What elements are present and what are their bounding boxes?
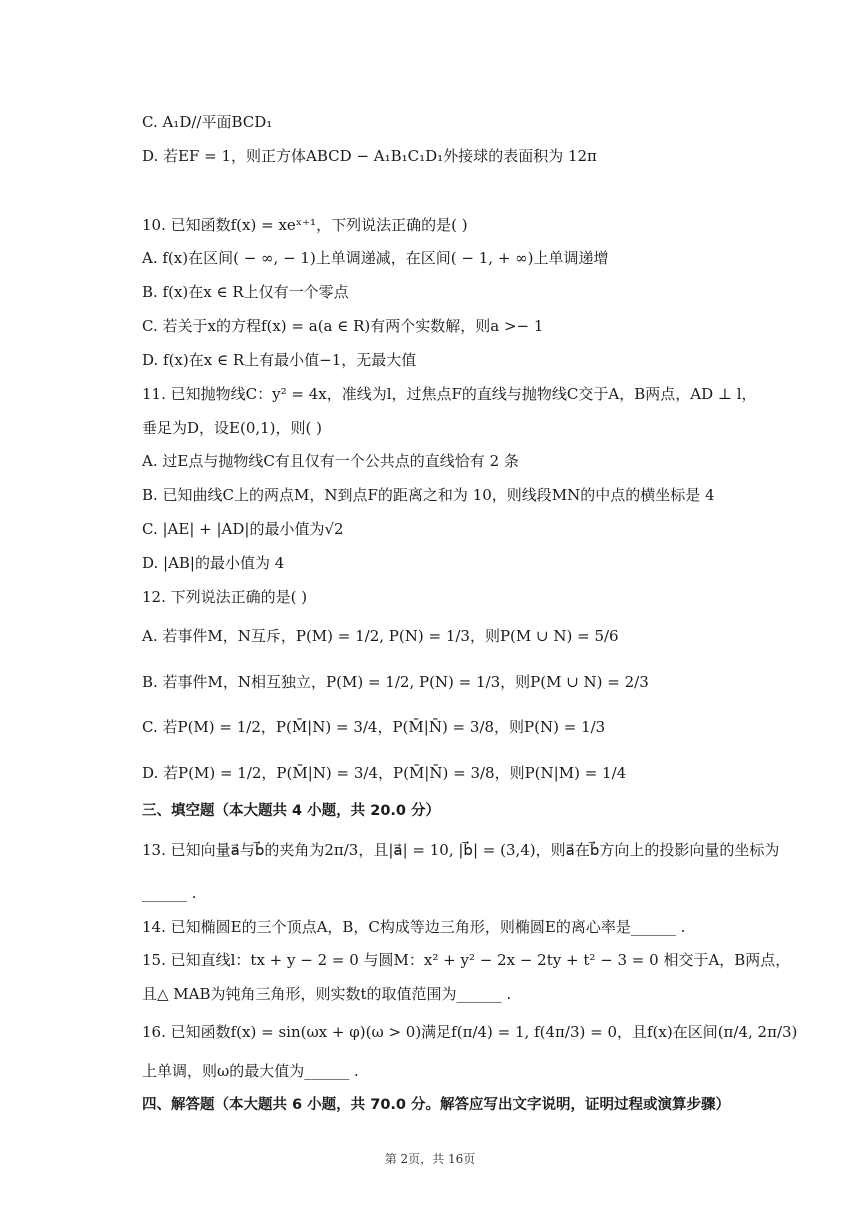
text-line: A. 过E点与抛物线C有且仅有一个公共点的直线恰有 2 条 <box>142 452 519 470</box>
text-line: D. |AB|的最小值为 4 <box>142 554 285 572</box>
section-heading: 三、填空题（本大题共 4 小题，共 20.0 分） <box>142 803 441 819</box>
section-heading: 四、解答题（本大题共 6 小题，共 70.0 分。解答应写出文字说明，证明过程或演算步骤） <box>142 1097 731 1113</box>
text-line: 13. 已知向量a⃗与b⃗的夹角为2π/3，且|a⃗| = 10, |b⃗| = (3,4)，则a⃗在b⃗方向上的投影向量的坐标为 <box>142 841 780 859</box>
text-line: 11. 已知抛物线C：y² = 4x，准线为l，过焦点F的直线与抛物线C交于A，B两点，AD ⊥ l， <box>142 385 757 403</box>
text-line: B. 已知曲线C上的两点M，N到点F的距离之和为 10，则线段MN的中点的横坐标是 4 <box>142 486 715 504</box>
text-line: C. 若P(M) = 1/2，P(M̄|N) = 3/4，P(M̄|N̄) = 3/8，则P(N) = 1/3 <box>142 718 606 736</box>
text-line: C. 若关于x的方程f(x) = a(a ∈ R)有两个实数解，则a >− 1 <box>142 317 544 335</box>
text-line: ______ . <box>142 884 197 902</box>
text-line: D. 若P(M) = 1/2，P(M̄|N) = 3/4，P(M̄|N̄) = 3/8，则P(N|M) = 1/4 <box>142 764 627 782</box>
text-line: B. f(x)在x ∈ R上仅有一个零点 <box>142 283 349 301</box>
text-line: D. 若EF = 1，则正方体ABCD − A₁B₁C₁D₁外接球的表面积为 12π <box>142 147 597 165</box>
text-line: C. |AE| + |AD|的最小值为√2 <box>142 520 344 538</box>
text-line: 15. 已知直线l：tx + y − 2 = 0 与圆M：x² + y² − 2x − 2ty + t² − 3 = 0 相交于A，B两点， <box>142 951 791 969</box>
text-line: 10. 已知函数f(x) = xeˣ⁺¹，下列说法正确的是( ) <box>142 216 468 234</box>
text-line: 12. 下列说法正确的是( ) <box>142 588 308 606</box>
text-line: 且△ MAB为钝角三角形，则实数t的取值范围为______ . <box>142 985 512 1003</box>
text-line: C. A₁D//平面BCD₁ <box>142 113 273 131</box>
text-line: 14. 已知椭圆E的三个顶点A，B，C构成等边三角形，则椭圆E的离心率是______ . <box>142 918 686 936</box>
page-footer: 第 2页，共 16页 <box>384 1152 476 1166</box>
text-line: D. f(x)在x ∈ R上有最小值−1，无最大值 <box>142 351 417 369</box>
text-line: 上单调，则ω的最大值为______ . <box>142 1062 359 1080</box>
text-line: 16. 已知函数f(x) = sin(ωx + φ)(ω > 0)满足f(π/4) = 1, f(4π/3) = 0，且f(x)在区间(π/4, 2π/3) <box>142 1023 798 1041</box>
text-line: B. 若事件M，N相互独立，P(M) = 1/2, P(N) = 1/3，则P(M ∪ N) = 2/3 <box>142 673 649 691</box>
text-line: 垂足为D，设E(0,1)，则( ) <box>142 419 323 437</box>
text-line: A. 若事件M，N互斥，P(M) = 1/2, P(N) = 1/3，则P(M ∪ N) = 5/6 <box>142 627 619 645</box>
text-line: A. f(x)在区间( − ∞, − 1)上单调递减，在区间( − 1, + ∞)上单调递增 <box>142 249 609 267</box>
